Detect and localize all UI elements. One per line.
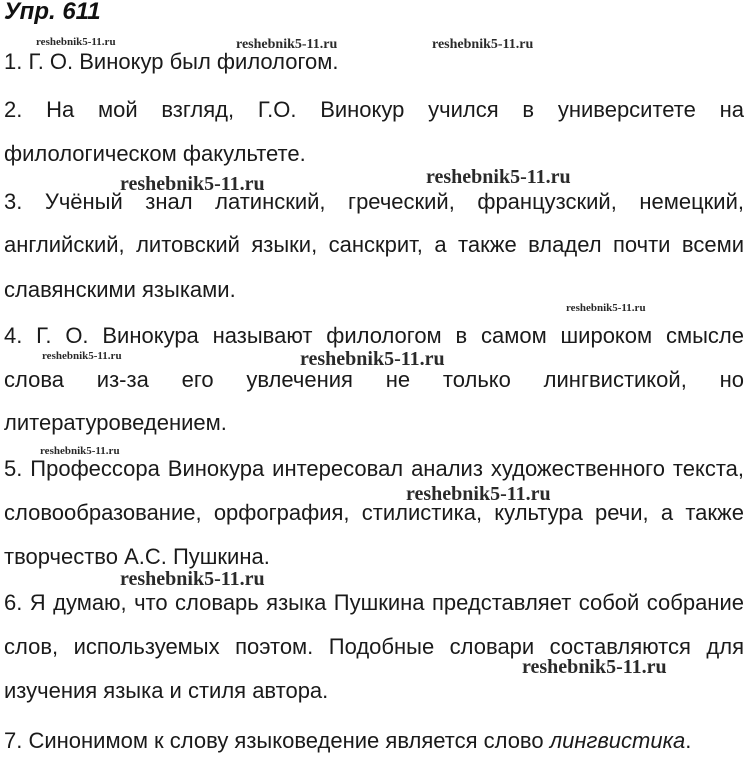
answer-3-line: славянскими языками. xyxy=(4,277,236,302)
answer-7-line xyxy=(4,728,744,754)
watermark: reshebnik5-11.ru xyxy=(42,350,122,362)
answer-2-line: филологическом факультете. xyxy=(4,141,306,166)
watermark: reshebnik5-11.ru xyxy=(432,37,534,52)
watermark: reshebnik5-11.ru xyxy=(36,36,116,48)
answer-3-line: 3. Учёный знал латинский, греческий, французский, немецкий, xyxy=(4,189,744,214)
answer-3-line: английский, литовский языки, санскрит, а также владел почти всеми xyxy=(4,232,744,257)
watermark: reshebnik5-11.ru xyxy=(40,445,120,457)
watermark: reshebnik5-11.ru xyxy=(406,483,551,505)
watermark: reshebnik5-11.ru xyxy=(120,173,265,195)
watermark: reshebnik5-11.ru xyxy=(426,166,571,188)
answer-5-line: 5. Профессора Винокура интересовал анализ художественного текста, xyxy=(4,456,744,481)
exercise-title: Упр. 611 xyxy=(4,0,101,25)
answer-4-line: литературоведением. xyxy=(4,410,227,435)
answer-5-line: творчество А.С. Пушкина. xyxy=(4,544,270,569)
answer-4-line: слова из-за его увлечения не только лингвистикой, но xyxy=(4,367,744,392)
watermark: reshebnik5-11.ru xyxy=(300,348,445,370)
answer-7-period: . xyxy=(685,728,692,753)
answer-2-line: 2. На мой взгляд, Г.О. Винокур учился в университете на xyxy=(4,97,744,122)
answer-7-text: 7. Синонимом к слову языковедение является слово xyxy=(4,728,550,753)
answer-5-line: словообразование, орфография, стилистика, культура речи, а также xyxy=(4,500,744,525)
answer-6-line: изучения языка и стиля автора. xyxy=(4,678,329,703)
answer-1-line: 1. Г. О. Винокур был филологом. xyxy=(4,49,339,74)
answer-7-italic-word: лингвистика xyxy=(549,728,686,753)
watermark: reshebnik5-11.ru xyxy=(566,302,646,314)
watermark: reshebnik5-11.ru xyxy=(522,656,667,678)
answer-4-line: 4. Г. О. Винокура называют филологом в самом широком смысле xyxy=(4,323,744,348)
answer-6-line: слов, используемых поэтом. Подобные словари составляются для xyxy=(4,634,744,659)
watermark: reshebnik5-11.ru xyxy=(120,568,265,590)
watermark: reshebnik5-11.ru xyxy=(236,37,338,52)
answer-6-line: 6. Я думаю, что словарь языка Пушкина представляет собой собрание xyxy=(4,590,744,615)
